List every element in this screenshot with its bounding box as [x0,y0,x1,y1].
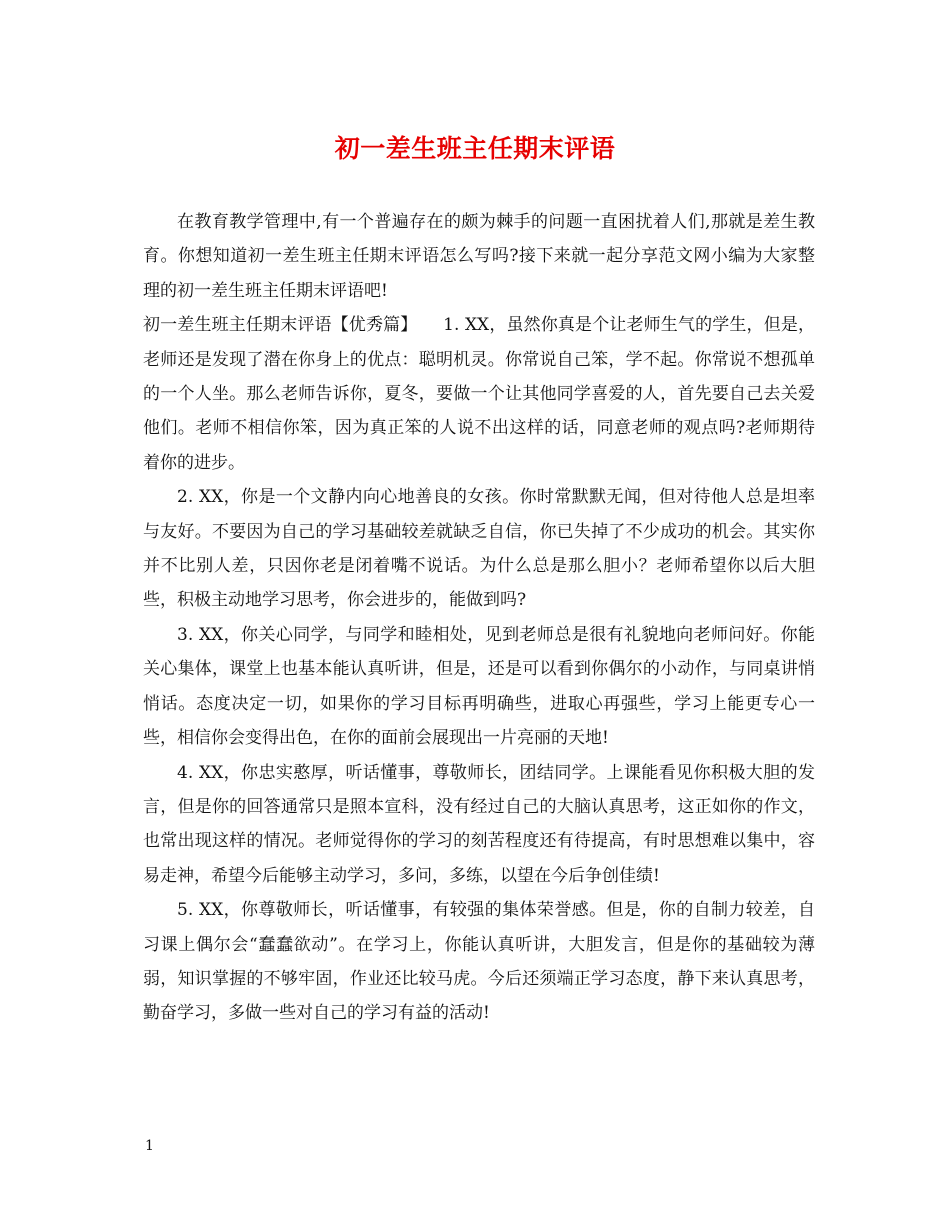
page-title: 初一差生班主任期末评语 [334,134,616,163]
comment-paragraph-3: 3. XX，你关心同学，与同学和睦相处，见到老师总是很有礼貌地向老师问好。你能关心集体，课堂上也基本能认真听讲，但是，还是可以看到你偶尔的小动作，与同桌讲悄悄话。态度决定一切，如果你的学习目标再明确些，进取心再强些，学习上能更专心一些，相信你会变得出色，在你的面前会展现出一片亮丽的天地! [143,624,815,749]
comment-paragraph-4: 4. XX，你忠实憨厚，听话懂事，尊敬师长，团结同学。上课能看见你积极大胆的发言，但是你的回答通常只是照本宣科，没有经过自己的大脑认真思考，这正如你的作文，也常出现这样的情况。老师觉得你的学习的刻苦程度还有待提高，有时思想难以集中，容易走神，希望今后能够主动学习，多问，多练，以望在今后争创佳绩! [143,762,815,886]
comment-paragraph-2: 2. XX，你是一个文静内向心地善良的女孩。你时常默默无闻，但对待他人总是坦率与友好。不要因为自己的学习基础较差就缺乏自信，你已失掉了不少成功的机会。其实你并不比别人差，只因你老是闭着嘴不说话。为什么总是那么胆小？老师希望你以后大胆些，积极主动地学习思考，你会进步的，能做到吗? [143,487,815,611]
intro-paragraph: 在教育教学管理中,有一个普遍存在的颇为棘手的问题一直困扰着人们,那就是差生教育。你想知道初一差生班主任期末评语怎么写吗?接下来就一起分享范文网小编为大家整理的初一差生班主任期末评语吧! [143,212,815,301]
comment-paragraph-5: 5. XX，你尊敬师长，听话懂事，有较强的集体荣誉感。但是，你的自制力较差，自习课上偶尔会“蠢蠢欲动”。在学习上，你能认真听讲，大胆发言，但是你的基础较为薄弱，知识掌握的不够牢固，作业还比较马虎。今后还须端正学习态度，静下来认真思考，勤奋学习，多做一些对自己的学习有益的活动! [143,900,815,1024]
comment-paragraph-1: 初一差生班主任期末评语【优秀篇】 1. XX，虽然你真是个让老师生气的学生，但是，老师还是发现了潜在你身上的优点：聪明机灵。你常说自己笨，学不起。你常说不想孤单的一个人坐。那么老师告诉你，夏冬，要做一个让其他同学喜爱的人，首先要自己去关爱他们。老师不相信你笨，因为真正笨的人说不出这样的话，同意老师的观点吗?老师期待着你的进步。 [143,315,815,473]
document-body [143,205,815,1031]
page-number: 1 [145,1138,154,1154]
